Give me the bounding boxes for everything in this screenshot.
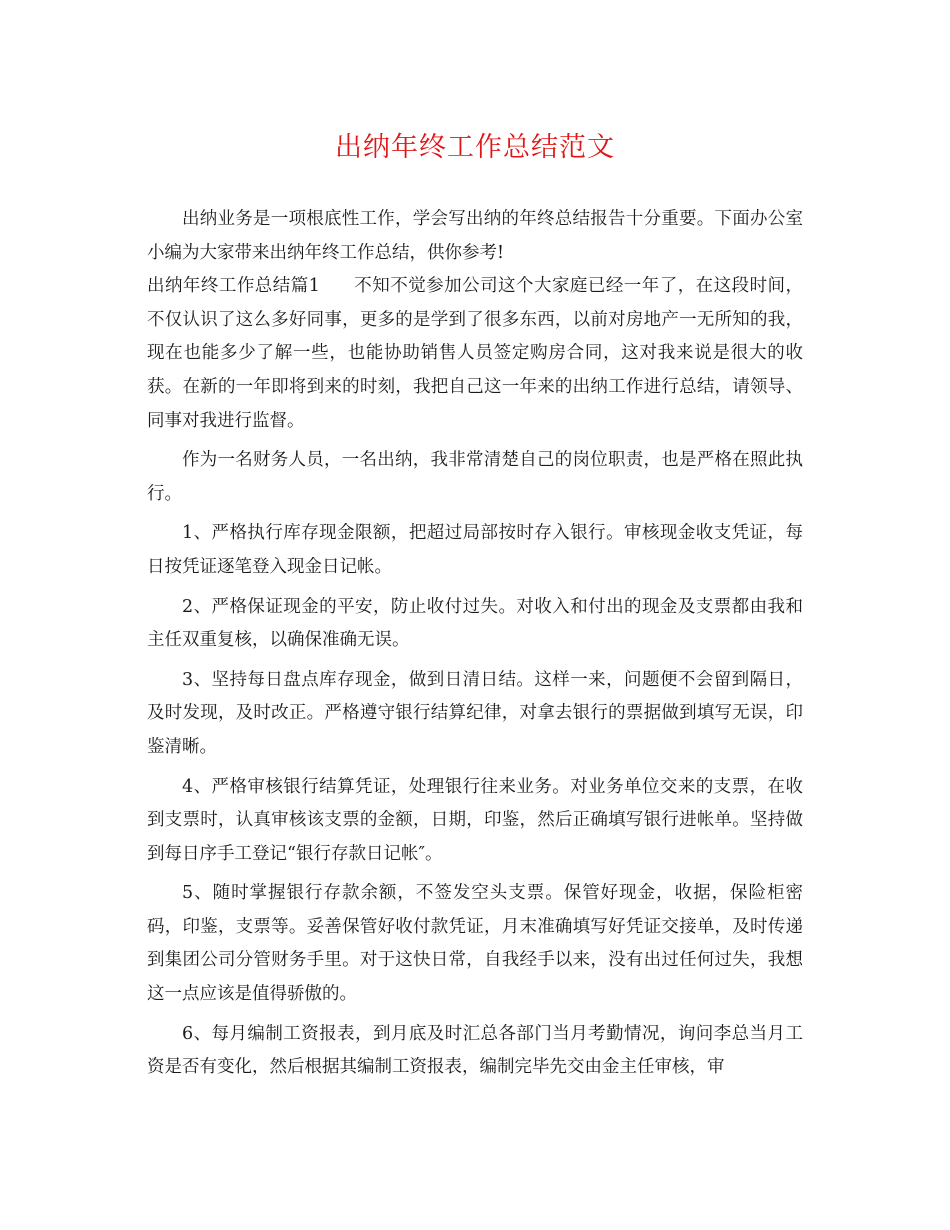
body-paragraph-item-6: 6、每月编制工资报表，到月底及时汇总各部门当月考勤情况，询问李总当月工资是否有变化，然后根据其编制工资报表，编制完毕先交由金主任审核，审 (147, 1023, 803, 1078)
intro-paragraph: 出纳业务是一项根底性工作，学会写出纳的年终总结报告十分重要。下面办公室小编为大家带来出纳年终工作总结，供你参考! (147, 209, 803, 263)
document-title: 出纳年终工作总结范文 (335, 132, 615, 163)
section-heading: 出纳年终工作总结篇1 (147, 276, 320, 297)
body-paragraph-item-3: 3、坚持每日盘点库存现金，做到日清日结。这样一来，问题便不会留到隔日，及时发现，及时改正。严格遵守银行结算纪律，对拿去银行的票据做到填写无误，印鉴清晰。 (147, 669, 803, 757)
document-body (147, 203, 803, 1085)
section-paragraph (147, 270, 803, 438)
body-paragraph-item-1: 1、严格执行库存现金限额，把超过局部按时存入银行。审核现金收支凭证，每日按凭证逐笔登入现金日记帐。 (147, 523, 803, 577)
section-opening-text: 不知不觉参加公司这个大家庭已经一年了，在这段时间，不仅认识了这么多好同事，更多的是学到了很多东西，以前对房地产一无所知的我，现在也能多少了解一些，也能协助销售人员签定购房合同，这对我来说是很大的收获。在新的一年即将到来的时刻，我把自己这一年来的出纳工作进行总结，请领导、同事对我进行监督。 (147, 276, 804, 431)
body-paragraph-duty: 作为一名财务人员，一名出纳，我非常清楚自己的岗位职责，也是严格在照此执行。 (147, 450, 803, 504)
body-paragraph-item-5: 5、随时掌握银行存款余额，不签发空头支票。保管好现金，收据，保险柜密码，印鉴，支票等。妥善保管好收付款凭证，月末准确填写好凭证交接单，及时传递到集团公司分管财务手里。对于这快日常，自我经手以来，没有出过任何过失，我想这一点应该是值得骄傲的。 (147, 883, 803, 1005)
body-paragraph-item-4: 4、严格审核银行结算凭证，处理银行往来业务。对业务单位交来的支票，在收到支票时，认真审核该支票的金额，日期，印鉴，然后正确填写银行进帐单。坚持做到每日序手工登记“银行存款日记帐″。 (147, 776, 803, 864)
body-paragraph-item-2: 2、严格保证现金的平安，防止收付过失。对收入和付出的现金及支票都由我和主任双重复核，以确保准确无误。 (147, 596, 803, 651)
